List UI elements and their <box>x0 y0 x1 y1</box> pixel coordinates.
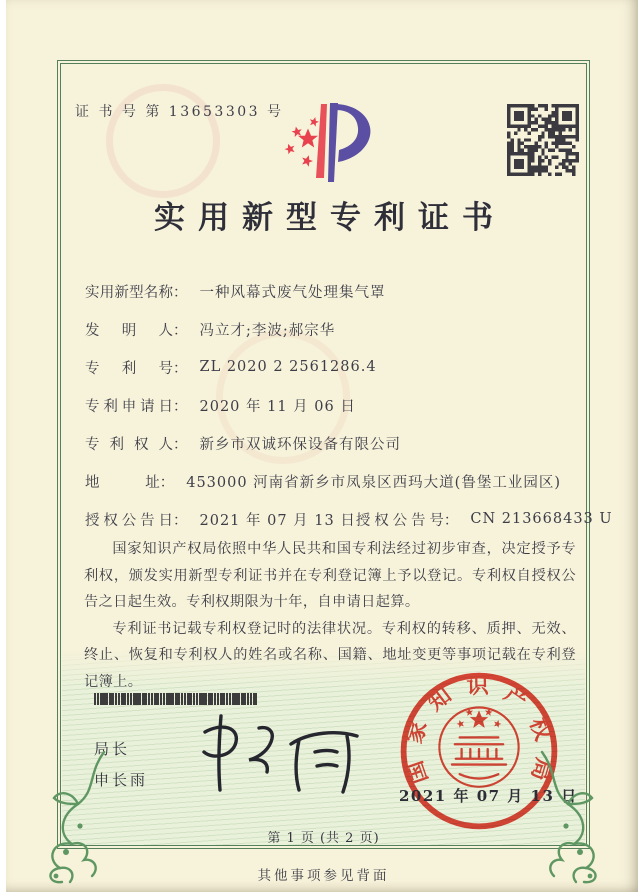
seal-ring-text: 国家知识产权局 <box>401 672 557 788</box>
field-label: 专利申请日 <box>85 398 173 415</box>
field-row-name <box>85 272 561 310</box>
qr-code <box>507 104 579 176</box>
colon: ： <box>159 474 175 491</box>
field-list <box>85 272 613 538</box>
field-value: 453000 河南省新乡市凤泉区西玛大道(鲁堡工业园区) <box>186 474 561 491</box>
colon: ： <box>443 512 459 529</box>
svg-text:国家知识产权局 <box>400 673 557 787</box>
corner-flourish-icon <box>36 746 110 888</box>
seal-date: 2021 年 07 月 13 日 <box>399 787 578 805</box>
field-label: 专利权人 <box>85 436 173 453</box>
grant-no-pair <box>356 509 613 530</box>
director-title: 局长 <box>94 740 131 758</box>
director-name: 申长雨 <box>94 771 149 789</box>
field-row-grant <box>85 500 613 538</box>
field-label: 实用新型名称 <box>85 284 173 301</box>
colon: ： <box>173 436 188 453</box>
certificate-page <box>6 0 638 892</box>
field-label: 发明人 <box>85 322 173 339</box>
certificate-title: 实用新型专利证书 <box>154 200 506 236</box>
colon: ： <box>173 322 188 339</box>
colon: ： <box>173 512 188 529</box>
page-number: 第 1 页 (共 2 页) <box>267 831 380 846</box>
field-value: ZL 2020 2 2561286.4 <box>199 359 377 375</box>
field-value: 2021 年 07 月 13 日 <box>199 512 356 529</box>
certificate-number: 证 书 号 第 13653303 号 <box>75 104 284 120</box>
field-value: 新乡市双诚环保设备有限公司 <box>199 436 401 453</box>
colon: ： <box>173 398 188 415</box>
field-row-address <box>85 462 561 500</box>
field-value: 一种风幕式废气处理集气罩 <box>199 284 386 301</box>
field-row-filing-date <box>85 386 561 424</box>
field-label: 地址 <box>85 474 160 491</box>
field-value: 2020 年 11 月 06 日 <box>199 398 356 415</box>
legal-paragraph: 国家知识产权局依照中华人民共和国专利法经过初步审查，决定授予专利权，颁发实用新型专利证书并在专利登记簿上予以登记。专利权自授权公告之日起生效。专利权期限为十年，自申请日起算。 <box>84 541 576 610</box>
legal-paragraph: 专利证书记载专利权登记时的法律状况。专利权的转移、质押、无效、终止、恢复和专利权人的姓名或名称、国籍、地址变更等事项记载在专利登记簿上。 <box>84 620 576 690</box>
cnipa-logo-icon <box>264 98 404 196</box>
field-value: CN 213668433 U <box>470 511 613 527</box>
field-row-patent-no <box>85 348 561 386</box>
director-signature <box>191 706 366 798</box>
corner-flourish-icon <box>536 746 610 888</box>
field-value: 冯立才;李波;郝宗华 <box>199 322 336 339</box>
grant-date-pair <box>85 509 356 530</box>
barcode <box>94 693 257 705</box>
field-label: 授权公告号 <box>355 512 444 529</box>
field-row-inventors <box>85 310 561 348</box>
colon: ： <box>173 284 188 301</box>
field-label: 授权公告日 <box>85 512 173 529</box>
field-row-patentee <box>85 424 561 462</box>
back-side-note: 其他事项参见背面 <box>257 868 390 884</box>
field-label: 专利号 <box>85 360 173 377</box>
colon: ： <box>173 360 188 377</box>
